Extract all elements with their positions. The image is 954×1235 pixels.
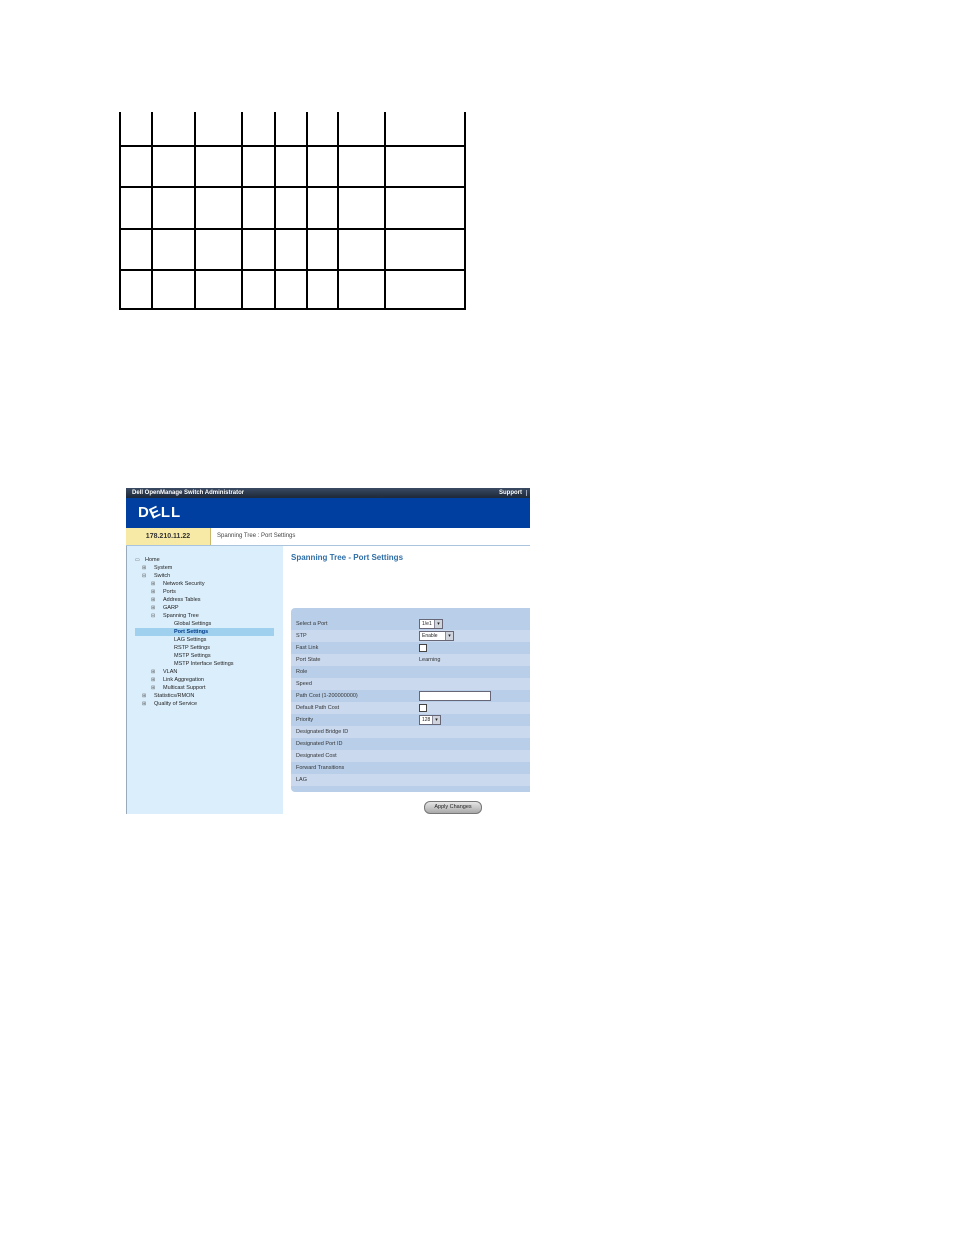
dell-logo [138, 504, 181, 522]
row-stp [291, 630, 530, 642]
brand-banner [126, 498, 530, 528]
collapse-icon[interactable]: ⊟ [151, 613, 156, 619]
port-state-label: Port State [296, 657, 321, 663]
logo-e: E [146, 502, 164, 523]
nav-item-multicast-support[interactable] [151, 684, 206, 692]
nav-item-label: GARP [163, 605, 179, 611]
nav-item-label: Link Aggregation [163, 677, 204, 683]
table-column-line [337, 112, 339, 310]
default-path-cost-checkbox[interactable] [419, 704, 427, 712]
expand-icon[interactable]: ⊞ [151, 589, 156, 595]
expand-icon[interactable]: ⊞ [151, 669, 156, 675]
nav-item-label: Global Settings [174, 621, 212, 627]
nav-item-home[interactable] [135, 556, 160, 564]
expand-icon[interactable]: ⊞ [151, 605, 156, 611]
expand-icon[interactable]: ⊞ [151, 597, 156, 603]
nav-item-link-aggregation[interactable] [151, 676, 204, 684]
select-port-value: 1/e1 [422, 621, 432, 627]
folder-icon: ▭ [135, 557, 140, 563]
nav-item-spanning-tree[interactable] [151, 612, 199, 620]
row-port-state [291, 654, 530, 666]
table-column-line [274, 112, 276, 310]
table-column-line [151, 112, 153, 310]
port-state-value: Learning [419, 657, 441, 663]
nav-item-label: MSTP Settings [174, 653, 211, 659]
chevron-down-icon: ▾ [445, 632, 453, 640]
main-content [283, 546, 530, 814]
row-default-path-cost [291, 702, 530, 714]
nav-item-label: LAG Settings [174, 637, 207, 643]
info-bar [126, 528, 530, 546]
stp-value: Enable [422, 633, 438, 639]
row-designated-cost [291, 750, 530, 762]
device-ip-address: 178.210.11.22 [126, 528, 211, 545]
priority-label: Priority [296, 717, 314, 723]
table-column-line [306, 112, 308, 310]
apply-changes-button[interactable]: Apply Changes [424, 801, 482, 814]
reference-table [119, 104, 466, 310]
row-speed [291, 678, 530, 690]
row-fast-link [291, 642, 530, 654]
expand-icon[interactable]: ⊞ [151, 677, 156, 683]
designated-bridge-id-label: Designated Bridge ID [296, 729, 349, 735]
port-settings-form [291, 608, 530, 792]
default-path-cost-label: Default Path Cost [296, 705, 340, 711]
row-priority [291, 714, 530, 726]
title-bar [126, 488, 530, 498]
navigation-tree [126, 546, 284, 814]
nav-item-label: Switch [154, 573, 171, 579]
nav-item-label: Spanning Tree [163, 613, 199, 619]
table-row-line [119, 269, 466, 271]
speed-label: Speed [296, 681, 312, 687]
nav-item-label: Ports [163, 589, 176, 595]
table-column-line [119, 112, 121, 310]
priority-dropdown[interactable] [419, 715, 441, 725]
logo-ll: LL [160, 504, 182, 521]
expand-icon[interactable]: ⊞ [142, 701, 147, 707]
table-column-line [464, 112, 466, 310]
nav-item-rstp-settings[interactable] [174, 644, 210, 652]
stp-dropdown[interactable] [419, 631, 454, 641]
nav-item-statistics-rmon[interactable] [142, 692, 195, 700]
row-lag [291, 774, 530, 786]
nav-item-quality-of-service[interactable] [142, 700, 198, 708]
breadcrumb: Spanning Tree : Port Settings [217, 533, 296, 539]
nav-item-lag-settings[interactable] [174, 636, 206, 644]
row-forward-transitions [291, 762, 530, 774]
nav-item-port-settings[interactable] [135, 628, 274, 636]
table-row-line [119, 186, 466, 188]
table-column-line [241, 112, 243, 310]
designated-port-id-label: Designated Port ID [296, 741, 343, 747]
path-cost-label: Path Cost (1-200000000) [296, 693, 358, 699]
row-designated-port-id [291, 738, 530, 750]
nav-item-label: Address Tables [163, 597, 201, 603]
path-cost-input[interactable] [419, 691, 491, 701]
nav-item-label: VLAN [163, 669, 178, 675]
forward-transitions-label: Forward Transitions [296, 765, 345, 771]
table-row-line [119, 145, 466, 147]
expand-icon[interactable]: ⊞ [142, 693, 147, 699]
row-select-port [291, 618, 530, 630]
collapse-icon[interactable]: ⊟ [142, 573, 147, 579]
nav-item-mstp-interface-settings[interactable] [174, 660, 234, 668]
table-row-line [119, 228, 466, 230]
row-designated-bridge-id [291, 726, 530, 738]
lag-label: LAG [296, 777, 308, 783]
nav-item-label: Multicast Support [163, 685, 206, 691]
expand-icon[interactable]: ⊞ [151, 685, 156, 691]
row-path-cost [291, 690, 530, 702]
table-row-line [119, 308, 466, 310]
table-column-line [384, 112, 386, 310]
role-label: Role [296, 669, 308, 675]
nav-item-global-settings[interactable] [174, 620, 211, 628]
select-port-label: Select a Port [296, 621, 328, 627]
nav-item-vlan[interactable] [151, 668, 178, 676]
expand-icon[interactable]: ⊞ [151, 581, 156, 587]
nav-item-system[interactable] [142, 564, 173, 572]
nav-item-label: Statistics/RMON [154, 693, 195, 699]
nav-item-mstp-settings[interactable] [174, 652, 211, 660]
nav-item-label: Quality of Service [154, 701, 198, 707]
expand-icon[interactable]: ⊞ [142, 565, 147, 571]
chevron-down-icon: ▾ [432, 716, 440, 724]
nav-item-garp[interactable] [151, 604, 179, 612]
select-port-dropdown[interactable] [419, 619, 443, 629]
title-separator [526, 490, 527, 496]
nav-item-ports[interactable] [151, 588, 176, 596]
app-title: Dell OpenManage Switch Administrator [132, 490, 245, 496]
priority-value: 128 [422, 717, 431, 723]
designated-cost-label: Designated Cost [296, 753, 337, 759]
switch-admin-window [126, 488, 530, 814]
support-link[interactable]: Support [499, 490, 522, 496]
fast-link-checkbox[interactable] [419, 644, 427, 652]
nav-item-label: Home [145, 557, 160, 563]
stp-label: STP [296, 633, 307, 639]
nav-item-network-security[interactable] [151, 580, 205, 588]
nav-item-address-tables[interactable] [151, 596, 201, 604]
nav-item-label: MSTP Interface Settings [174, 661, 234, 667]
page-title: Spanning Tree - Port Settings [291, 553, 404, 562]
nav-item-label: System [154, 565, 173, 571]
row-role [291, 666, 530, 678]
chevron-down-icon: ▾ [434, 620, 442, 628]
nav-item-label: RSTP Settings [174, 645, 210, 651]
fast-link-label: Fast Link [296, 645, 319, 651]
nav-item-label: Port Settings [174, 629, 209, 635]
table-column-line [194, 112, 196, 310]
nav-item-label: Network Security [163, 581, 205, 587]
logo-d: D [138, 504, 150, 521]
nav-item-switch[interactable] [142, 572, 171, 580]
